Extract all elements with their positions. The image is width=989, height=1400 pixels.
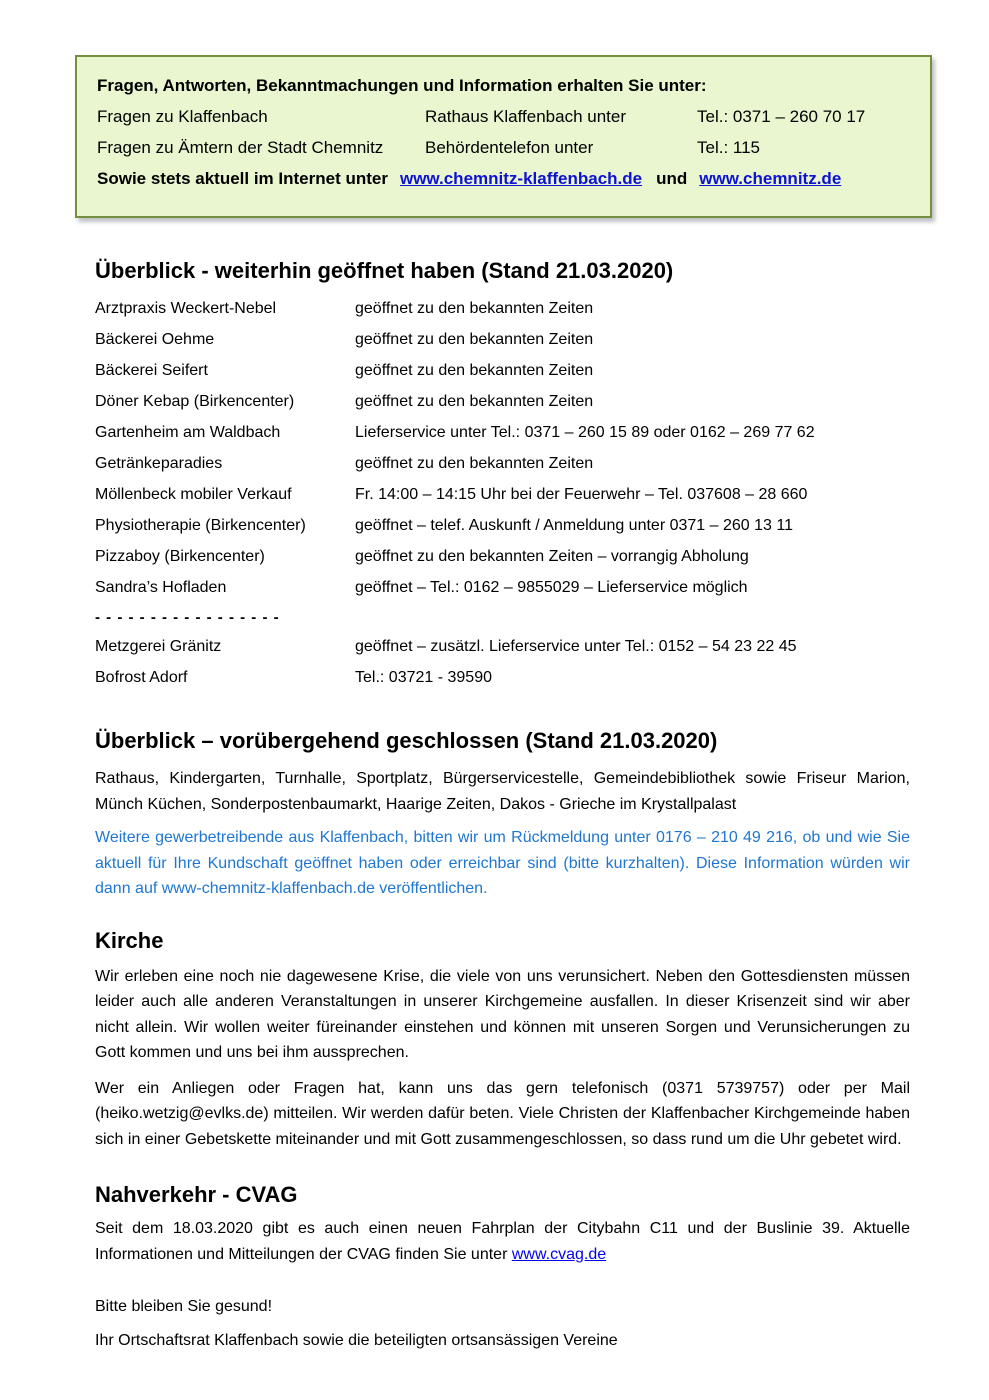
- internet-line: [97, 169, 910, 189]
- entry-status: geöffnet zu den bekannten Zeiten: [355, 331, 594, 348]
- entry-status: geöffnet zu den bekannten Zeiten: [355, 393, 594, 410]
- entry-row: [95, 486, 910, 504]
- dashed-separator: - - - - - - - - - - - - - - - - -: [95, 609, 280, 626]
- callback-notice: Weitere gewerbetreibende aus Klaffenbach, bitten wir um Rückmeldung unter 0176 – 210 49 216, ob und wie Sie aktuell für Ihre Kundschaft geöffnet haben oder erreichbar sind (bitte kurzhalten). Diese Information würden wir dann auf www-chemnitz-klaffenbach.de veröffentlichen.: [95, 829, 910, 897]
- entry-row: [95, 455, 910, 473]
- link-chemnitz-de[interactable]: www.chemnitz.de: [699, 169, 842, 188]
- entry-name: Arztpraxis Weckert-Nebel: [95, 300, 277, 317]
- info-row-aemter: [97, 138, 910, 158]
- heading-kirche: Kirche: [95, 927, 164, 953]
- entry-status: geöffnet zu den bekannten Zeiten: [355, 362, 594, 379]
- entry-name: Möllenbeck mobiler Verkauf: [95, 486, 292, 503]
- entry-name: Bäckerei Oehme: [95, 331, 215, 348]
- entry-row: [95, 669, 910, 687]
- entry-name: Getränkeparadies: [95, 455, 223, 472]
- link-cvag[interactable]: www.cvag.de: [511, 1245, 607, 1263]
- entry-row: [95, 331, 910, 349]
- entry-status: Lieferservice unter Tel.: 0371 – 260 15 89 oder 0162 – 269 77 62: [355, 424, 815, 441]
- entry-status: geöffnet – telef. Auskunft / Anmeldung unter 0371 – 260 13 11: [355, 517, 793, 534]
- kirche-paragraph-2: Wer ein Anliegen oder Fragen hat, kann uns das gern telefonisch (0371 5739757) oder per Mail (heiko.wetzig@evlks.de) mitteilen. Wir werden dafür beten. Viele Christen der Klaffenbacher Kirchgemeinde haben sich in einer Gebetskette miteinander und mit Gott zusammengeschlossen, so dass rund um die Uhr gebetet wird.: [95, 1079, 910, 1148]
- info-row-phone: Tel.: 115: [697, 138, 761, 157]
- entry-row: [95, 517, 910, 535]
- signature-line: Ihr Ortschaftsrat Klaffenbach sowie die beteiligten ortsansässigen Vereine: [95, 1332, 618, 1349]
- nahverkehr-text: Seit dem 18.03.2020 gibt es auch einen neuen Fahrplan der Citybahn C11 und der Buslinie 39. Aktuelle Informationen und Mitteilungen der CVAG finden Sie unter: [95, 1220, 910, 1263]
- entry-name: Pizzaboy (Birkencenter): [95, 548, 265, 565]
- stay-healthy-line: Bitte bleiben Sie gesund!: [95, 1298, 273, 1315]
- entry-row: [95, 300, 910, 318]
- info-row-topic: Fragen zu Klaffenbach: [97, 107, 268, 126]
- kirche-paragraph-1: Wir erleben eine noch nie dagewesene Krise, die viele von uns verunsichert. Neben den Gottesdiensten müssen leider auch alle anderen Veranstaltungen in unserer Kirchgemeine ausfallen. In dieser Krisenzeit sind wir aber nicht allein. Wir wollen weiter füreinander einstehen und können mit unseren Sorgen und Verunsicherungen zu Gott kommen und uns bei ihm aussprechen.: [95, 967, 910, 1061]
- entry-name: Metzgerei Gränitz: [95, 638, 222, 655]
- closed-list-paragraph: Rathaus, Kindergarten, Turnhalle, Sportplatz, Bürgerservicestelle, Gemeindebibliothek sowie Friseur Marion, Münch Küchen, Sonderpostenbaumarkt, Haarige Zeiten, Dakos - Grieche im Krystallpalast: [95, 770, 910, 813]
- info-box-title: Fragen, Antworten, Bekanntmachungen und Information erhalten Sie unter:: [97, 76, 707, 95]
- info-row-topic: Fragen zu Ämtern der Stadt Chemnitz: [97, 138, 384, 157]
- link-chemnitz-klaffenbach[interactable]: www.chemnitz-klaffenbach.de: [399, 169, 643, 188]
- entry-status: Fr. 14:00 – 14:15 Uhr bei der Feuerwehr – Tel. 037608 – 28 660: [355, 486, 808, 503]
- heading-open-section: Überblick - weiterhin geöffnet haben (Stand 21.03.2020): [95, 258, 674, 283]
- entry-row: [95, 362, 910, 380]
- entry-status: geöffnet zu den bekannten Zeiten – vorrangig Abholung: [355, 548, 749, 565]
- entry-name: Sandra’s Hofladen: [95, 579, 227, 596]
- heading-closed-section: Überblick – vorübergehend geschlossen (Stand 21.03.2020): [95, 728, 718, 753]
- info-row-place: Rathaus Klaffenbach unter: [425, 107, 626, 126]
- info-row-klaffenbach: [97, 107, 910, 127]
- content-column: [95, 258, 910, 1351]
- entry-row: [95, 424, 910, 442]
- internet-conjunction: und: [656, 169, 688, 188]
- entry-status: geöffnet zu den bekannten Zeiten: [355, 455, 594, 472]
- entry-name: Physiotherapie (Birkencenter): [95, 517, 306, 534]
- entry-name: Döner Kebap (Birkencenter): [95, 393, 295, 410]
- info-row-phone: Tel.: 0371 – 260 70 17: [697, 107, 866, 126]
- entry-row: [95, 579, 910, 597]
- entry-name: Bofrost Adorf: [95, 669, 188, 686]
- nahverkehr-paragraph: [95, 1216, 910, 1267]
- heading-nahverkehr: Nahverkehr - CVAG: [95, 1182, 298, 1207]
- entry-name: Gartenheim am Waldbach: [95, 424, 281, 441]
- internet-prefix: Sowie stets aktuell im Internet unter: [97, 169, 388, 188]
- info-box: [75, 55, 932, 218]
- entry-row: [95, 638, 910, 656]
- entry-status: geöffnet – zusätzl. Lieferservice unter Tel.: 0152 – 54 23 22 45: [355, 638, 797, 655]
- entry-row: [95, 548, 910, 566]
- entry-status: Tel.: 03721 - 39590: [355, 669, 492, 686]
- entry-status: geöffnet zu den bekannten Zeiten: [355, 300, 594, 317]
- entry-name: Bäckerei Seifert: [95, 362, 208, 379]
- entry-status: geöffnet – Tel.: 0162 – 9855029 – Lieferservice möglich: [355, 579, 748, 596]
- info-row-place: Behördentelefon unter: [425, 138, 594, 157]
- entry-row: [95, 393, 910, 411]
